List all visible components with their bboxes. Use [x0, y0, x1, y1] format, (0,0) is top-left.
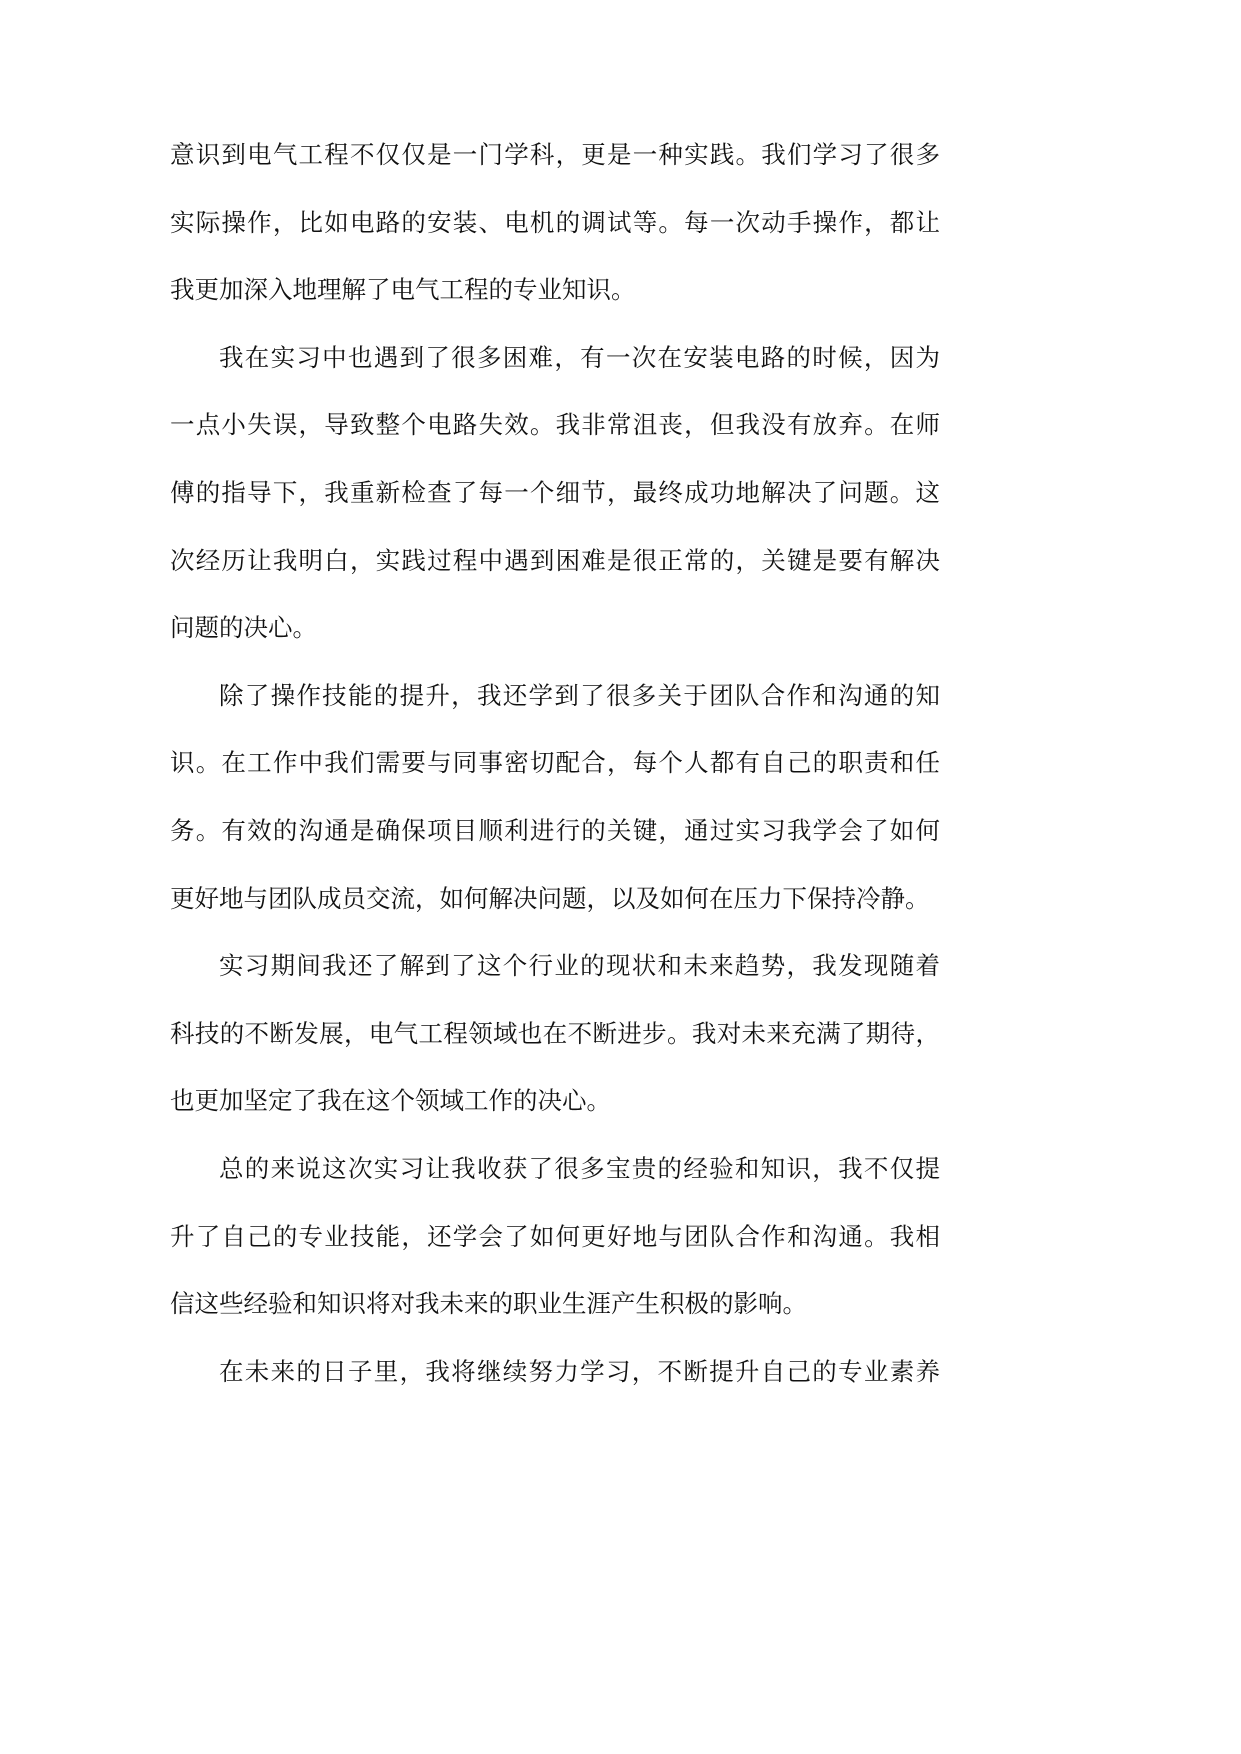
paragraph-1 — [170, 121, 940, 324]
text-line: 升了自己的专业技能，还学会了如何更好地与团队合作和沟通。我相 — [170, 1221, 940, 1251]
text-line: 我在实习中也遇到了很多困难，有一次在安装电路的时候，因为 — [219, 342, 940, 372]
paragraph-4 — [170, 932, 940, 1135]
paragraph-6 — [170, 1338, 940, 1406]
text-line: 傅的指导下，我重新检查了每一个细节，最终成功地解决了问题。这 — [170, 477, 940, 507]
text-line: 科技的不断发展，电气工程领域也在不断进步。我对未来充满了期待， — [170, 1018, 940, 1048]
document-body — [170, 121, 940, 1405]
text-line: 我更加深入地理解了电气工程的专业知识。 — [170, 275, 636, 305]
text-line: 更好地与团队成员交流，如何解决问题，以及如何在压力下保持冷静。 — [170, 883, 930, 913]
text-line: 次经历让我明白，实践过程中遇到困难是很正常的，关键是要有解决 — [170, 545, 940, 575]
text-line: 一点小失误，导致整个电路失效。我非常沮丧，但我没有放弃。在师 — [170, 410, 940, 440]
text-line: 信这些经验和知识将对我未来的职业生涯产生积极的影响。 — [170, 1289, 807, 1319]
text-line: 问题的决心。 — [170, 613, 317, 643]
text-line: 实习期间我还了解到了这个行业的现状和未来趋势，我发现随着 — [219, 951, 940, 981]
paragraph-3 — [170, 662, 940, 932]
text-line: 务。有效的沟通是确保项目顺利进行的关键，通过实习我学会了如何 — [170, 815, 940, 845]
text-line: 除了操作技能的提升，我还学到了很多关于团队合作和沟通的知 — [219, 680, 940, 710]
text-line: 总的来说这次实习让我收获了很多宝贵的经验和知识，我不仅提 — [219, 1153, 940, 1183]
text-line: 识。在工作中我们需要与同事密切配合，每个人都有自己的职责和任 — [170, 748, 940, 778]
text-line: 实际操作，比如电路的安装、电机的调试等。每一次动手操作，都让 — [170, 207, 940, 237]
paragraph-2 — [170, 324, 940, 662]
text-line: 在未来的日子里，我将继续努力学习，不断提升自己的专业素养 — [219, 1356, 940, 1386]
text-line: 意识到电气工程不仅仅是一门学科，更是一种实践。我们学习了很多 — [170, 140, 940, 169]
paragraph-5 — [170, 1135, 940, 1338]
text-line: 也更加坚定了我在这个领域工作的决心。 — [170, 1086, 611, 1116]
